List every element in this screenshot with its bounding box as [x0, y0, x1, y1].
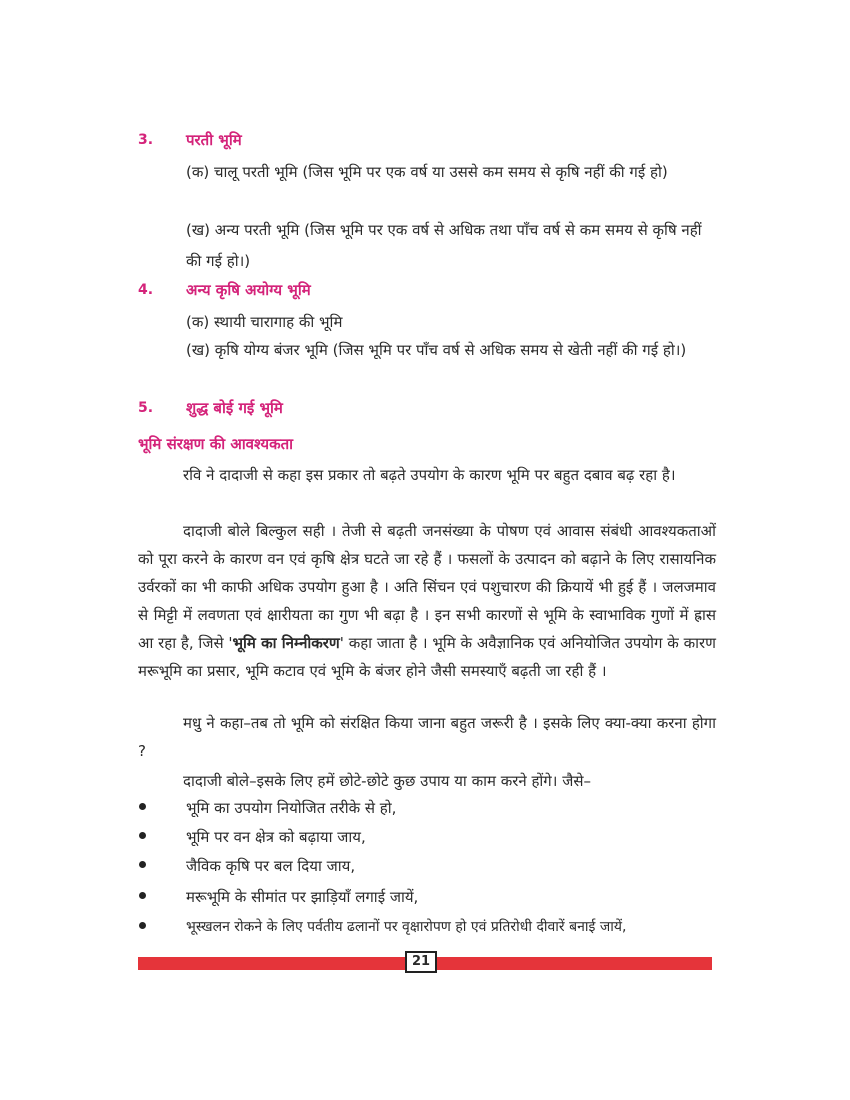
section-3-item-ka: (क) चालू परती भूमि (जिस भूमि पर एक वर्ष या उससे कम समय से कृषि नहीं की गई हो) — [186, 163, 668, 181]
page-number: 21 — [405, 951, 437, 973]
paragraph-madhu: मधु ने कहा–तब तो भूमि को संरक्षित किया जाना बहुत जरूरी है । इसके लिए क्या-क्या करना होगा ? — [138, 714, 716, 760]
section-4-number: 4. — [138, 282, 154, 298]
section-5-title: शुद्ध बोई गई भूमि — [186, 399, 283, 417]
section-3-item-kha: (ख) अन्य परती भूमि (जिस भूमि पर एक वर्ष से अधिक तथा पाँच वर्ष से कम समय से कृषि नहीं की गई हो।) — [186, 221, 702, 270]
bullet-item-4: मरूभूमि के सीमांत पर झाड़ियाँ लगाई जायें, — [186, 888, 419, 906]
subheading-land-conservation: भूमि संरक्षण की आवश्यकता — [138, 435, 294, 453]
bullet-icon — [139, 892, 146, 899]
bullet-item-5: भूस्खलन रोकने के लिए पर्वतीय ढलानों पर वृक्षारोपण हो एवं प्रतिरोधी दीवारें बनाई जायें, — [186, 919, 627, 935]
bullet-item-3: जैविक कृषि पर बल दिया जाय, — [186, 857, 356, 875]
paragraph-dadaji-text-a: दादाजी बोले बिल्कुल सही । तेजी से बढ़ती जनसंख्या के पोषण एवं आवास संबंधी आवश्यकताओं को पूरा करने के कारण वन एवं कृषि क्षेत्र घटते जा रहे हैं । फसलों के उत्पादन को बढ़ाने के लिए रासायनिक उर्वरकों का भी काफी अधिक उपयोग हुआ है । अति सिंचन एवं पशुचारण की क्रियायें भी हुई हैं । जलजमाव से मिट्टी में लवणता एवं क्षारीयता का गुण भी बढ़ा है । इन सभी कारणों से भूमि के स्वाभाविक गुणों में ह्रास आ रहा है, जिसे ' — [138, 522, 716, 652]
section-3-number: 3. — [138, 132, 154, 148]
bullet-item-1: भूमि का उपयोग नियोजित तरीके से हो, — [186, 799, 397, 817]
section-5-number: 5. — [138, 400, 154, 416]
bullet-icon — [139, 832, 146, 839]
bullet-icon — [139, 861, 146, 868]
section-4-item-kha: (ख) कृषि योग्य बंजर भूमि (जिस भूमि पर पाँच वर्ष से अधिक समय से खेती नहीं की गई हो।) — [186, 341, 687, 359]
bullet-item-2: भूमि पर वन क्षेत्र को बढ़ाया जाय, — [186, 828, 366, 846]
paragraph-dadaji-explanation — [138, 517, 716, 685]
section-3-title: परती भूमि — [186, 131, 242, 149]
paragraph-dadaji-measures: दादाजी बोले–इसके लिए हमें छोटे-छोटे कुछ उपाय या काम करने होंगे। जैसे– — [183, 772, 591, 790]
section-4-title: अन्य कृषि अयोग्य भूमि — [186, 281, 311, 299]
section-4-item-ka: (क) स्थायी चारागाह की भूमि — [186, 313, 343, 331]
paragraph-ravi: रवि ने दादाजी से कहा इस प्रकार तो बढ़ते उपयोग के कारण भूमि पर बहुत दबाव बढ़ रहा है। — [183, 466, 676, 484]
term-land-degradation: भूमि का निम्नीकरण — [232, 634, 340, 652]
bullet-icon — [139, 803, 146, 810]
bullet-icon — [139, 922, 146, 929]
paragraph-dadaji-text-b: ' कहा जाता है । भूमि के अवैज्ञानिक एवं अनियोजित उपयोग के कारण मरूभूमि का प्रसार, भूमि कटाव एवं भूमि के बंजर होने जैसी समस्याएँ बढ़ती जा रही हैं । — [138, 634, 716, 680]
